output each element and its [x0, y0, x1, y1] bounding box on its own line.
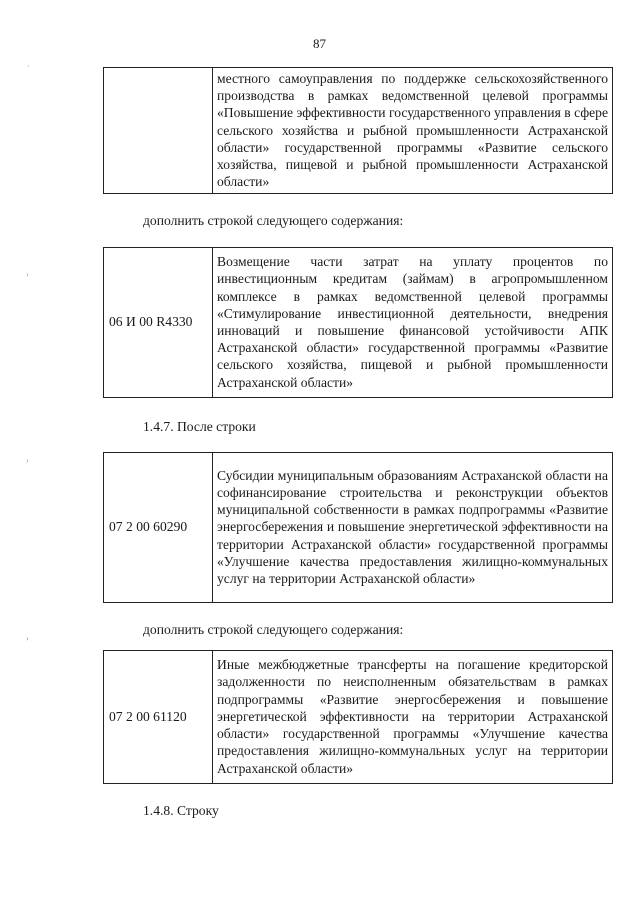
budget-description-cell: Возмещение части затрат на уплату процентов по инвестиционным кредитам (займам) в агропромышленном комплексе в рамках ведомственной целевой программы «Стимулирование инвестиционной деятельности, внедрения инноваций и повышение финансовой устойчивости АПК Астраханской области» государственной программы «Развитие сельского хозяйства, пищевой и рыбной промышленности Астраханской области»	[213, 248, 613, 398]
budget-table-row-continued	[103, 67, 613, 194]
instruction-paragraph: дополнить строкой следующего содержания:	[143, 622, 404, 637]
budget-table-row-after	[103, 452, 613, 603]
scan-speck: ›	[26, 270, 29, 279]
budget-code-cell: 07 2 00 61120	[104, 651, 213, 784]
section-heading-1-4-8: 1.4.8. Строку	[143, 803, 219, 818]
page-number: 87	[313, 36, 326, 51]
scan-speck: ›	[26, 634, 29, 643]
budget-table-row-new	[103, 650, 613, 784]
budget-description-cell: местного самоуправления по поддержке сельскохозяйственного производства в рамках ведомственной целевой программы «Повышение эффективности государственного управления в сфере сельского хозяйства и рыбной промышленности Астраханской области» государственной программы «Развитие сельского хозяйства, пищевой и рыбной промышленности Астраханской области»	[213, 68, 613, 194]
budget-description-cell: Иные межбюджетные трансферты на погашение кредиторской задолженности по неисполненным обязательствам в рамках подпрограммы «Развитие энергосбережения и повышение энергетической эффективности на территории Астраханской области» государственной программы «Улучшение качества предоставления жилищно-коммунальных услуг на территории Астраханской области»	[213, 651, 613, 784]
instruction-paragraph: дополнить строкой следующего содержания:	[143, 213, 404, 228]
budget-table-row-new	[103, 247, 613, 398]
scan-speck: ›	[26, 456, 29, 465]
section-heading-1-4-7: 1.4.7. После строки	[143, 419, 256, 434]
budget-code-cell: 06 И 00 R4330	[104, 248, 213, 398]
budget-description-cell: Субсидии муниципальным образованиям Астраханской области на софинансирование строительства и реконструкции объектов муниципальной собственности в рамках подпрограммы «Развитие энергосбережения и повышение энергетической эффективности на территории Астраханской области» государственной программы «Улучшение качества предоставления жилищно-коммунальных услуг на территории Астраханской области»	[213, 453, 613, 603]
scan-speck: ·	[27, 62, 30, 71]
budget-code-cell: 07 2 00 60290	[104, 453, 213, 603]
budget-code-cell	[104, 68, 213, 194]
